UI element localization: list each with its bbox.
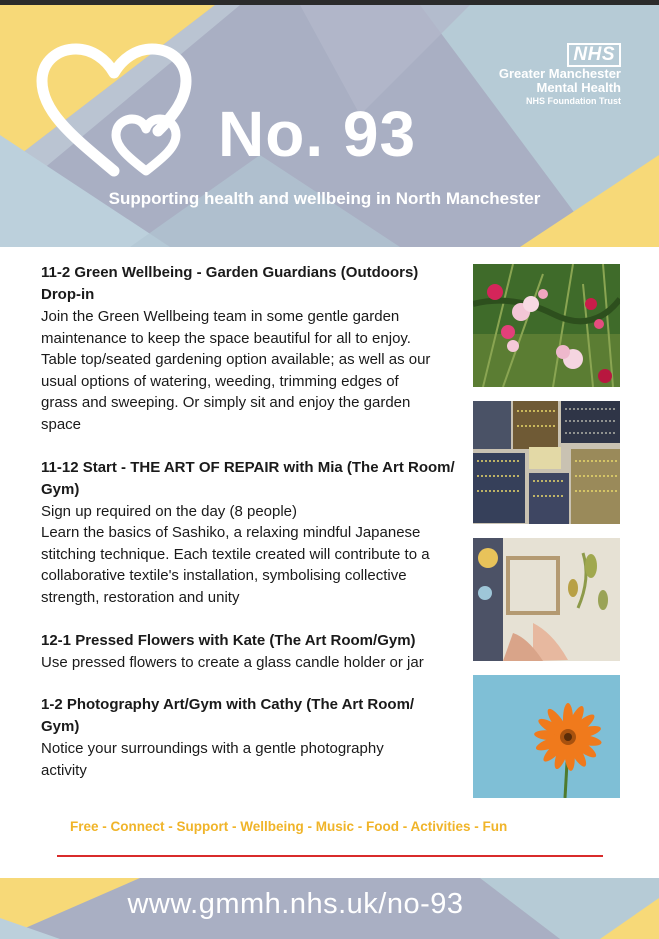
- event-body-line: Table top/seated gardening option available; as well as our: [41, 351, 431, 369]
- org-name-line1: Greater Manchester: [498, 66, 621, 81]
- org-name-line3: NHS Foundation Trust: [526, 96, 621, 106]
- tagline-text: Supporting health and wellbeing in North Manchester: [108, 189, 541, 208]
- event-body-line: strength, restoration and unity: [41, 588, 240, 606]
- event-body-line: space: [41, 415, 82, 433]
- website-link[interactable]: [0, 888, 659, 921]
- event-item-garden-guardians: [41, 262, 471, 436]
- event-body-line: stitching technique. Each textile created will contribute to a: [41, 545, 430, 563]
- event-item-photography: [41, 694, 471, 781]
- header-banner: [0, 5, 659, 247]
- nhs-logo-box: NHS: [567, 43, 621, 67]
- divider-line: [57, 855, 603, 857]
- event-title-line: 12-1 Pressed Flowers with Kate (The Art Room/Gym): [41, 631, 416, 649]
- sweet-pea-flowers-photo: [473, 264, 620, 387]
- event-title-line: Gym): [41, 718, 80, 736]
- event-item-pressed-flowers: [41, 630, 471, 674]
- event-body-line: Use pressed flowers to create a glass candle holder or jar: [41, 653, 424, 671]
- event-body-line: Sign up required on the day (8 people): [41, 502, 298, 520]
- org-name-line2: Mental Health: [536, 80, 621, 95]
- event-title-line: 1-2 Photography Art/Gym with Cathy (The Art Room/: [41, 696, 415, 714]
- sashiko-textile-patches-photo: [473, 401, 620, 524]
- website-url-text[interactable]: www.gmmh.nhs.uk/no-93: [127, 888, 464, 920]
- events-list: [41, 262, 471, 781]
- pressed-flowers-craft-photo: [473, 538, 620, 661]
- event-title-line: 11-2 Green Wellbeing - Garden Guardians (Outdoors): [41, 264, 419, 281]
- event-body-line: maintenance to keep the space beautiful for all to enjoy.: [41, 329, 411, 347]
- tagline: [0, 189, 659, 209]
- event-body-line: usual options of watering, weeding, trimming edges of: [41, 372, 399, 390]
- event-body-line: activity: [41, 761, 87, 779]
- double-heart-icon: [36, 43, 192, 179]
- footer-banner: [0, 878, 659, 939]
- orange-gerbera-flower-photo: [473, 675, 620, 798]
- event-body-line: Join the Green Wellbeing team in some gentle garden: [41, 308, 400, 325]
- event-item-art-of-repair: [41, 457, 471, 609]
- page-title: No. 93: [218, 98, 417, 170]
- event-body-line: grass and sweeping. Or simply sit and enjoy the garden: [41, 394, 411, 412]
- nhs-trust-logo: [499, 43, 621, 107]
- event-title-line: Gym): [41, 480, 80, 498]
- slogan-text: Free - Connect - Support - Wellbeing - Music - Food - Activities - Fun: [70, 819, 508, 834]
- event-title-line: Drop-in: [41, 286, 95, 303]
- event-body-line: Notice your surroundings with a gentle photography: [41, 740, 384, 758]
- event-title-line: 11-12 Start - THE ART OF REPAIR with Mia (The Art Room/: [41, 458, 455, 476]
- event-body-line: Learn the basics of Sashiko, a relaxing mindful Japanese: [41, 524, 421, 542]
- event-body-line: collaborative textile's installation, symbolising collective: [41, 567, 407, 585]
